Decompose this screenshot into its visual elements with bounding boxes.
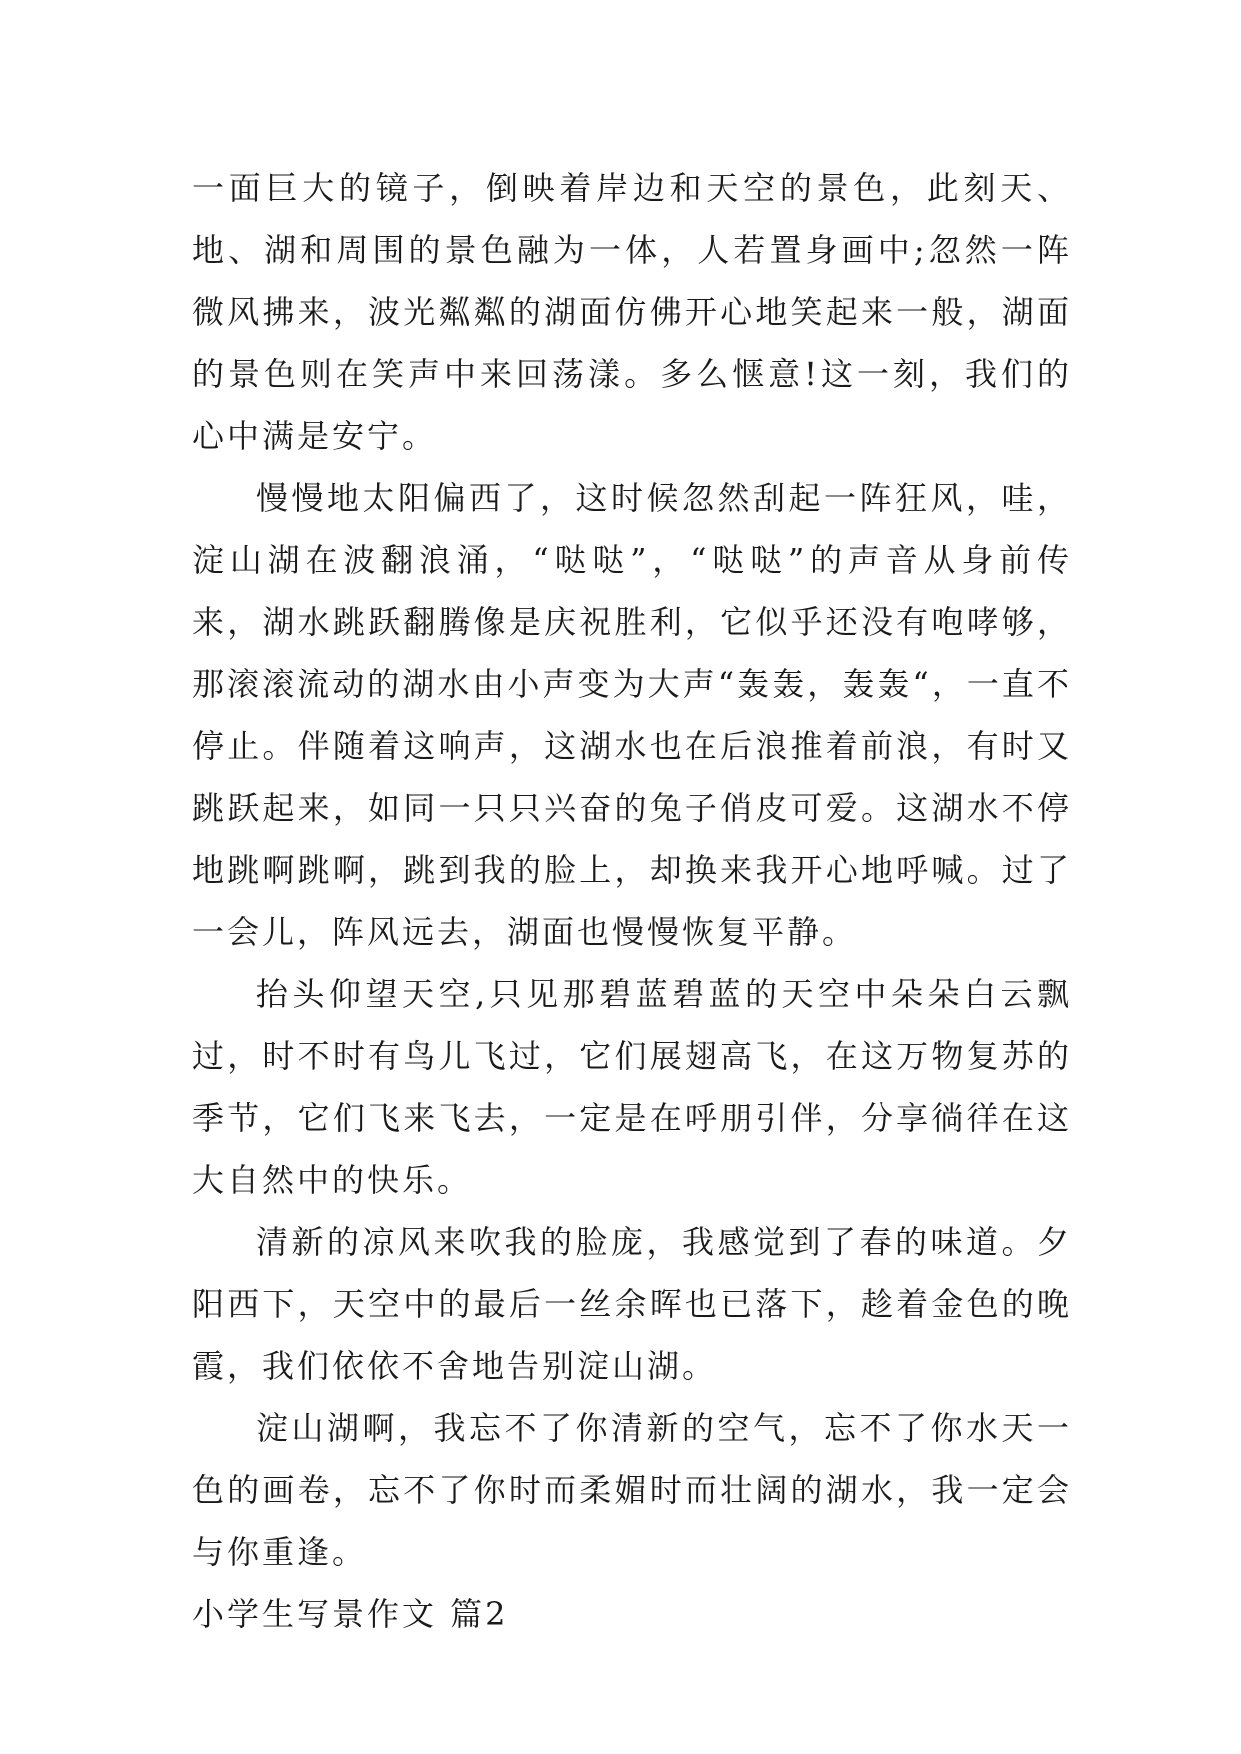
paragraph-2: 慢慢地太阳偏西了，这时候忽然刮起一阵狂风，哇，淀山湖在波翻浪涌，“哒哒”，“哒哒”的声音从身前传来，湖水跳跃翻腾像是庆祝胜利，它似乎还没有咆哮够，那滚滚流动的湖水由小声变为大声“轰轰，轰轰“，一直不停止。伴随着这响声，这湖水也在后浪推着前浪，有时又跳跃起来，如同一只只兴奋的兔子俏皮可爱。这湖水不停地跳啊跳啊，跳到我的脸上，却换来我开心地呼喊。过了一会儿，阵风远去，湖面也慢慢恢复平静。 [192,479,1072,951]
paragraph-4: 清新的凉风来吹我的脸庞，我感觉到了春的味道。夕阳西下，天空中的最后一丝余晖也已落下，趁着金色的晚霞，我们依依不舍地告别淀山湖。 [192,1223,1072,1385]
paragraph-3: 抬头仰望天空,只见那碧蓝碧蓝的天空中朵朵白云飘过，时不时有鸟儿飞过，它们展翅高飞，在这万物复苏的季节，它们飞来飞去，一定是在呼朋引伴，分享徜徉在这大自然中的快乐。 [192,975,1072,1199]
document-body [192,157,1072,1645]
paragraph-1: 一面巨大的镜子，倒映着岸边和天空的景色，此刻天、地、湖和周围的景色融为一体，人若置身画中;忽然一阵微风拂来，波光粼粼的湖面仿佛开心地笑起来一般，湖面的景色则在笑声中来回荡漾。多么惬意!这一刻，我们的心中满是安宁。 [192,169,1072,455]
section-heading: 小学生写景作文 篇2 [192,1595,509,1633]
paragraph-5: 淀山湖啊，我忘不了你清新的空气，忘不了你水天一色的画卷，忘不了你时而柔媚时而壮阔的湖水，我一定会与你重逢。 [192,1409,1072,1571]
